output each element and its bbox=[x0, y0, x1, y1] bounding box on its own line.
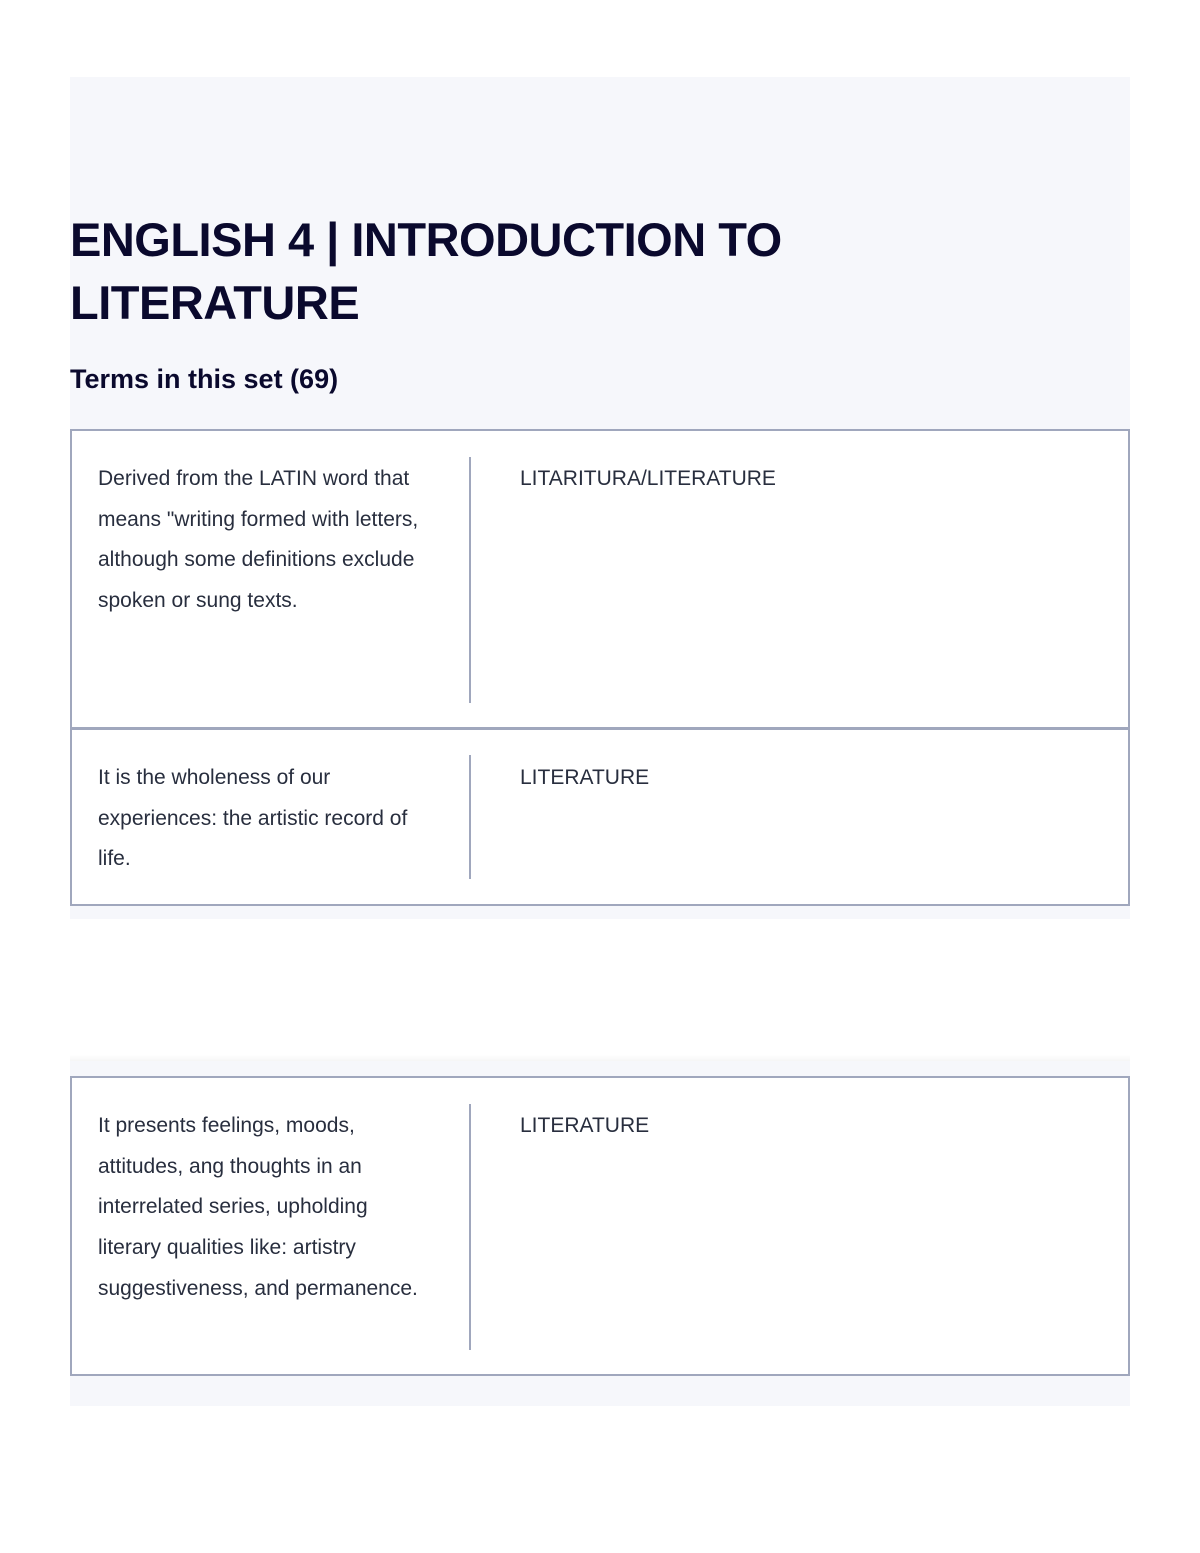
term-text: It is the wholeness of our experiences: the artistic record of life. bbox=[98, 766, 408, 871]
card-divider bbox=[469, 1104, 471, 1350]
term-card[interactable] bbox=[70, 429, 1130, 729]
definition-text: LITERATURE bbox=[520, 766, 650, 789]
definition-text: LITARITURA/LITERATURE bbox=[520, 467, 776, 490]
definition-text: LITERATURE bbox=[520, 1114, 650, 1137]
card-divider bbox=[469, 457, 471, 703]
terms-count-heading: Terms in this set (69) bbox=[70, 364, 339, 394]
term-card[interactable] bbox=[70, 1076, 1130, 1376]
page-title: ENGLISH 4 | INTRODUCTION TO LITERATURE bbox=[70, 213, 782, 329]
card-divider bbox=[469, 755, 471, 879]
term-text: Derived from the LATIN word that means "writing formed with letters, although some definitions exclude spoken or sung texts. bbox=[98, 467, 419, 613]
term-card[interactable] bbox=[70, 728, 1130, 906]
term-text: It presents feelings, moods, attitudes, ang thoughts in an interrelated series, upholding literary qualities like: artistry suggestiveness, and permanence. bbox=[98, 1114, 418, 1300]
